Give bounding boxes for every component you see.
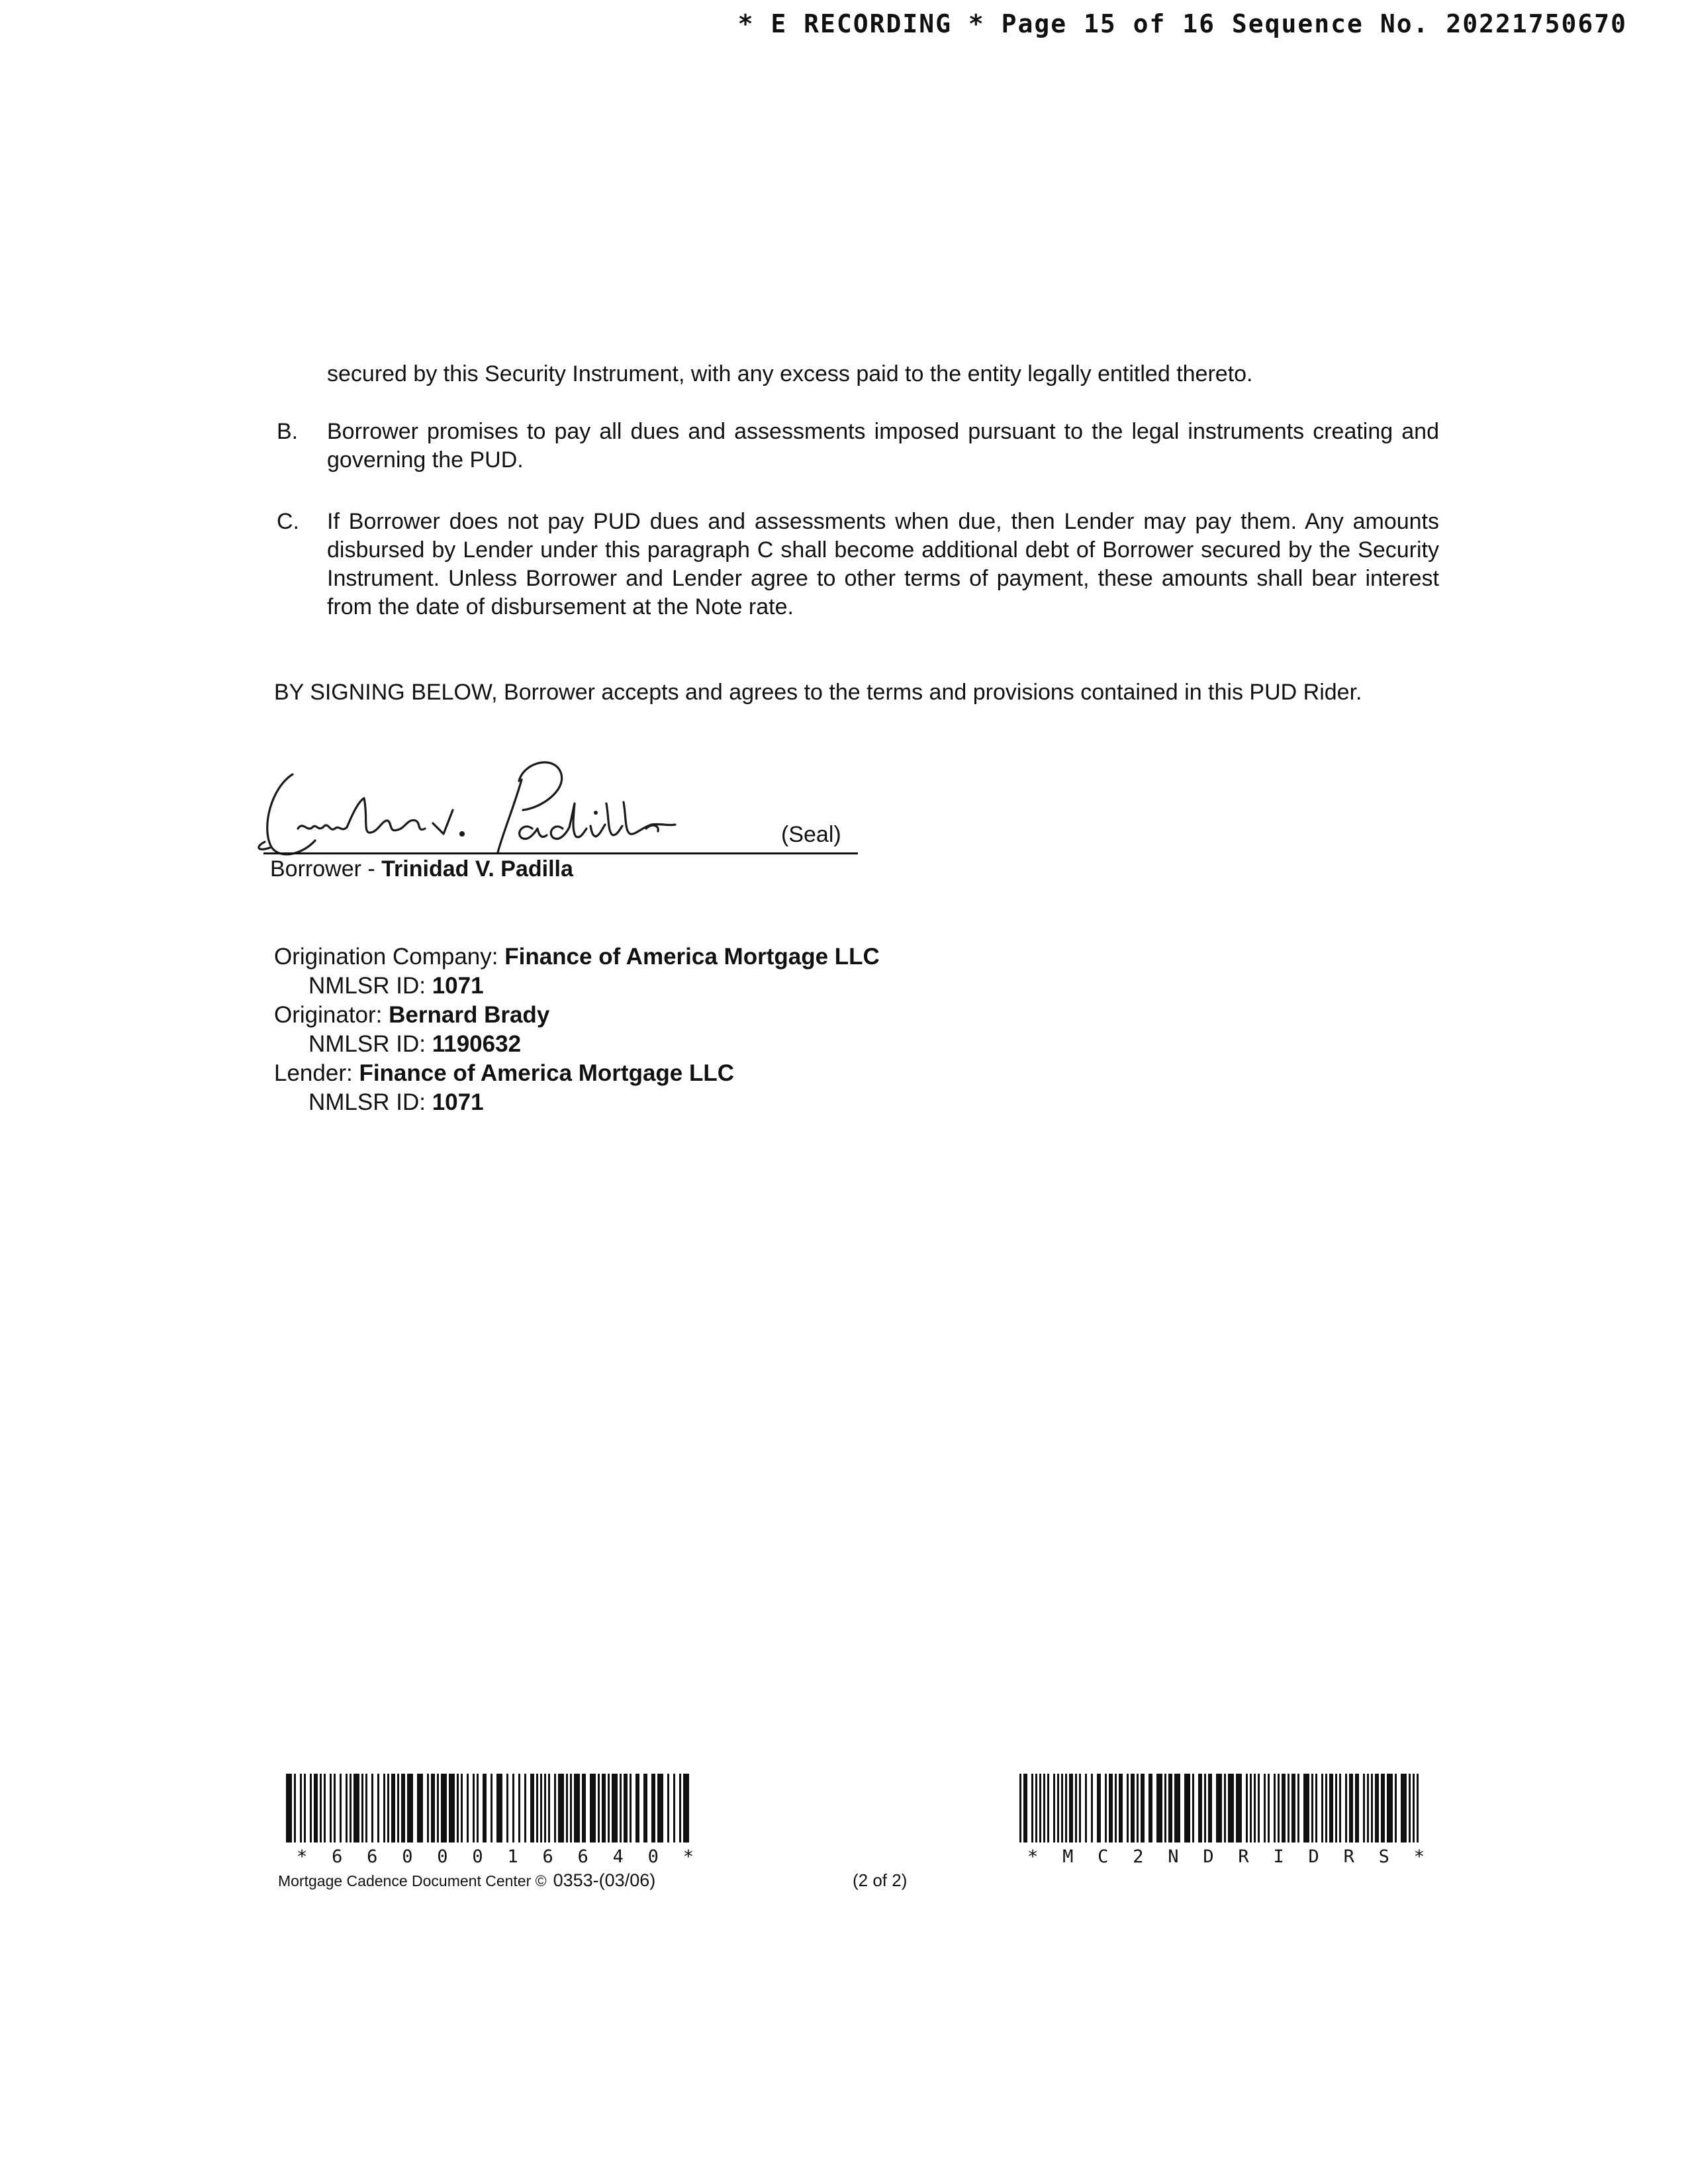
barcode-char: 6 [542,1846,553,1867]
barcode-bar [651,1774,655,1843]
barcode-bar [1198,1774,1202,1843]
barcode-bar [361,1774,363,1843]
barcode-bar [667,1774,669,1843]
originator-nmlsr-id: 1190632 [432,1031,522,1057]
barcode-bar [1345,1774,1347,1843]
form-code: 0353-(03/06) [553,1870,656,1890]
barcode-bar [1335,1774,1337,1843]
barcode-loan-number [283,1774,694,1867]
barcode-bar [1278,1774,1280,1843]
barcode-bar [346,1774,348,1843]
barcode-bar [461,1774,463,1843]
barcode-bar [1274,1774,1276,1843]
barcode-bar [387,1774,389,1843]
barcode-bar [1236,1774,1242,1843]
barcode-bar [1395,1774,1397,1843]
barcode-bar [558,1774,564,1843]
barcode-bar [1031,1774,1033,1843]
barcode-char: 0 [402,1846,413,1867]
barcode-char: * [1413,1846,1425,1867]
barcode-bar [340,1774,342,1843]
barcode-bar [1363,1774,1365,1843]
barcode-char: * [682,1846,694,1867]
barcode-bar [1250,1774,1252,1843]
barcode-char: S [1378,1846,1389,1867]
barcode-bar [1315,1774,1317,1843]
document-center-label: Mortgage Cadence Document Center [278,1872,532,1889]
barcode-bar [1115,1774,1117,1843]
originator-label: Originator: [274,1002,383,1028]
barcode-bar [1268,1774,1270,1843]
barcode-bar [1291,1774,1295,1843]
barcode-bar [1387,1774,1393,1843]
barcode-char: R [1343,1846,1354,1867]
barcode-bar [1371,1774,1373,1843]
barcode-char: * [297,1846,308,1867]
paragraph-c [277,508,1455,627]
barcode-bar [1141,1774,1145,1843]
barcode-bar [1019,1774,1021,1843]
barcode-bar [620,1774,622,1843]
originator-nmlsr-row [274,1030,880,1059]
barcode-char: 0 [472,1846,483,1867]
paragraph-b [277,418,1455,477]
barcode-form-id [1017,1774,1427,1867]
barcode-bar [496,1774,502,1843]
barcode-bar [397,1774,399,1843]
form-footer [278,1870,655,1891]
barcode-bar [391,1774,395,1843]
originator-name: Bernard Brady [389,1002,550,1028]
barcode-bar [334,1774,336,1843]
barcode-char: N [1168,1846,1179,1867]
barcode-bar [1325,1774,1327,1843]
barcode-bar [673,1774,675,1843]
paragraph-letter: C. [277,509,299,534]
agreement-statement: BY SIGNING BELOW, Borrower accepts and agrees to the terms and provisions contained in this PUD Rider. [274,680,1362,705]
barcode-bar [1349,1774,1353,1843]
barcode-bar [1057,1774,1059,1843]
barcode-bar [1339,1774,1341,1843]
barcode-bar [524,1774,526,1843]
barcode-bar [1069,1774,1073,1843]
barcode-bar [473,1774,475,1843]
originator-row [274,1001,880,1030]
barcode-char: * [1027,1846,1039,1867]
barcode-bar [570,1774,572,1843]
signature-line [263,852,858,854]
barcode-bar [1409,1774,1411,1843]
barcode-bar [679,1774,681,1843]
company-nmlsr-id: 1071 [432,973,484,999]
barcode-bar [1375,1774,1379,1843]
barcode-char: 6 [367,1846,378,1867]
lender-name: Finance of America Mortgage LLC [359,1060,735,1086]
barcode-bar [574,1774,580,1843]
barcode-bar [1329,1774,1333,1843]
barcode-bar [1109,1774,1113,1843]
barcode-bar [1417,1774,1419,1843]
lender-label: Lender: [274,1060,353,1086]
barcode-bar [1204,1774,1206,1843]
origination-info [274,942,880,1117]
paragraph-text: If Borrower does not pay PUD dues and assessments when due, then Lender may pay them. Any amounts disbursed by Lender under this paragraph C shall become additional debt of Borrower secured by the Security Instrument. Unless Borrower and Lender agree to other terms of payment, these amounts shall bear interest from the date of disbursement at the Note rate. [327,509,1439,619]
barcode-bar [477,1774,479,1843]
barcode-bar [431,1774,435,1843]
barcode-bar [512,1774,514,1843]
barcode-bar [1288,1774,1289,1843]
barcode-bar [554,1774,556,1843]
barcode-bar [286,1774,292,1843]
barcode-bars [283,1774,694,1846]
barcode-char: 6 [332,1846,343,1867]
continuation-text: secured by this Security Instrument, with any excess paid to the entity legally entitled thereto. [327,361,1253,387]
barcode-bar [1413,1774,1415,1843]
barcode-bar [1381,1774,1385,1843]
barcode-bar [401,1774,405,1843]
barcode-bar [1264,1774,1266,1843]
barcode-char: M [1062,1846,1074,1867]
barcode-bar [457,1774,459,1843]
borrower-name: Trinidad V. Padilla [381,856,573,882]
barcode-bar [657,1774,663,1843]
barcode-bar [1184,1774,1190,1843]
barcode-bar [1311,1774,1313,1843]
barcode-char: 6 [577,1846,588,1867]
barcode-bar [491,1774,492,1843]
barcode-human-readable [1027,1846,1425,1867]
barcode-bar [1085,1774,1087,1843]
barcode-bar [590,1774,596,1843]
barcode-bar [544,1774,546,1843]
origination-company-row [274,942,880,972]
recording-stamp: * E RECORDING * Page 15 of 16 Sequence No. 20221750670 [737,9,1627,38]
barcode-bar [1137,1774,1139,1843]
barcode-char: D [1308,1846,1319,1867]
barcode-char: R [1238,1846,1249,1867]
barcode-bar [1131,1774,1135,1843]
barcode-bar [1208,1774,1212,1843]
barcode-bar [1224,1774,1226,1843]
barcode-bar [383,1774,385,1843]
barcode-bar [1216,1774,1222,1843]
barcode-char: I [1273,1846,1284,1867]
barcode-bar [350,1774,352,1843]
barcode-bar [353,1774,359,1843]
barcode-char: C [1098,1846,1109,1867]
barcode-char: 4 [612,1846,624,1867]
barcode-bar [417,1774,423,1843]
barcode-bar [314,1774,318,1843]
barcode-bar [1174,1774,1180,1843]
barcode-char: 2 [1133,1846,1144,1867]
barcode-bar [566,1774,568,1843]
barcode-bar [540,1774,542,1843]
barcode-bar [365,1774,367,1843]
barcode-bar [1061,1774,1063,1843]
barcode-bar [407,1774,413,1843]
barcode-bar [1043,1774,1045,1843]
barcode-bar [1164,1774,1166,1843]
barcode-char: 1 [507,1846,518,1867]
barcode-bar [1047,1774,1049,1843]
barcode-bar [483,1774,487,1843]
signature-caption [270,856,573,882]
company-nmlsr-row [274,972,880,1001]
barcode-bar [1228,1774,1234,1843]
origination-company-label: Origination Company: [274,944,498,970]
barcode-bar [449,1774,455,1843]
barcode-bar [1192,1774,1194,1843]
barcode-bar [624,1774,628,1843]
barcode-char: 0 [647,1846,659,1867]
barcode-bar [530,1774,534,1843]
barcode-bar [1282,1774,1286,1843]
nmlsr-label: NMLSR ID: [308,973,426,999]
origination-company-name: Finance of America Mortgage LLC [504,944,880,970]
barcode-bar [1075,1774,1077,1843]
barcode-human-readable [297,1846,694,1867]
barcode-bar [1401,1774,1407,1843]
lender-row [274,1059,880,1088]
barcode-bar [1119,1774,1123,1843]
barcode-bar [518,1774,520,1843]
barcode-bar [1097,1774,1101,1843]
barcode-bar [683,1774,689,1843]
barcode-bar [1053,1774,1055,1843]
barcode-bar [1127,1774,1129,1843]
barcode-bar [635,1774,639,1843]
barcode-bar [330,1774,332,1843]
barcode-bar [1156,1774,1162,1843]
barcode-bar [1297,1774,1299,1843]
lender-nmlsr-id: 1071 [432,1089,484,1115]
barcode-bar [582,1774,586,1843]
barcode-bar [536,1774,538,1843]
barcode-bar [377,1774,379,1843]
barcode-bar [1023,1774,1027,1843]
barcode-bar [1258,1774,1260,1843]
barcode-bar [598,1774,600,1843]
barcode-bar [630,1774,632,1843]
barcode-bar [441,1774,447,1843]
borrower-role-label: Borrower - [270,856,375,882]
barcode-bar [1065,1774,1067,1843]
barcode-bar [1091,1774,1093,1843]
paragraph-text: Borrower promises to pay all dues and assessments imposed pursuant to the legal instruments creating and governing the PUD. [327,419,1439,473]
nmlsr-label: NMLSR ID: [308,1089,426,1115]
barcode-bar [1303,1774,1309,1843]
nmlsr-label: NMLSR ID: [308,1031,426,1057]
barcode-bar [324,1774,326,1843]
barcode-bar [467,1774,469,1843]
barcode-bar [427,1774,429,1843]
barcode-bar [1149,1774,1152,1843]
barcode-bar [1254,1774,1256,1843]
barcode-bar [612,1774,618,1843]
barcode-char: D [1203,1846,1214,1867]
barcode-bars [1017,1774,1427,1846]
barcode-bar [548,1774,550,1843]
barcode-bar [1321,1774,1323,1843]
barcode-char: 0 [437,1846,448,1867]
barcode-bar [304,1774,306,1843]
barcode-bar [320,1774,322,1843]
barcode-bar [506,1774,508,1843]
barcode-bar [300,1774,302,1843]
barcode-bar [437,1774,439,1843]
barcode-bar [1367,1774,1369,1843]
barcode-bar [1039,1774,1041,1843]
lender-nmlsr-row [274,1088,880,1117]
barcode-bar [608,1774,610,1843]
barcode-bar [1079,1774,1081,1843]
barcode-bar [1246,1774,1248,1843]
barcode-bar [643,1774,647,1843]
barcode-bar [1168,1774,1172,1843]
page-indicator: (2 of 2) [853,1870,908,1890]
barcode-bar [294,1774,296,1843]
barcode-bar [602,1774,606,1843]
signature-block [252,754,874,887]
barcode-bar [310,1774,312,1843]
barcode-bar [1355,1774,1359,1843]
seal-label: (Seal) [781,822,841,847]
barcode-bar [1105,1774,1107,1843]
barcode-bar [371,1774,373,1843]
paragraph-letter: B. [277,419,299,444]
handwritten-signature [252,754,728,860]
barcode-bar [1035,1774,1037,1843]
copyright-icon: © [535,1872,547,1889]
